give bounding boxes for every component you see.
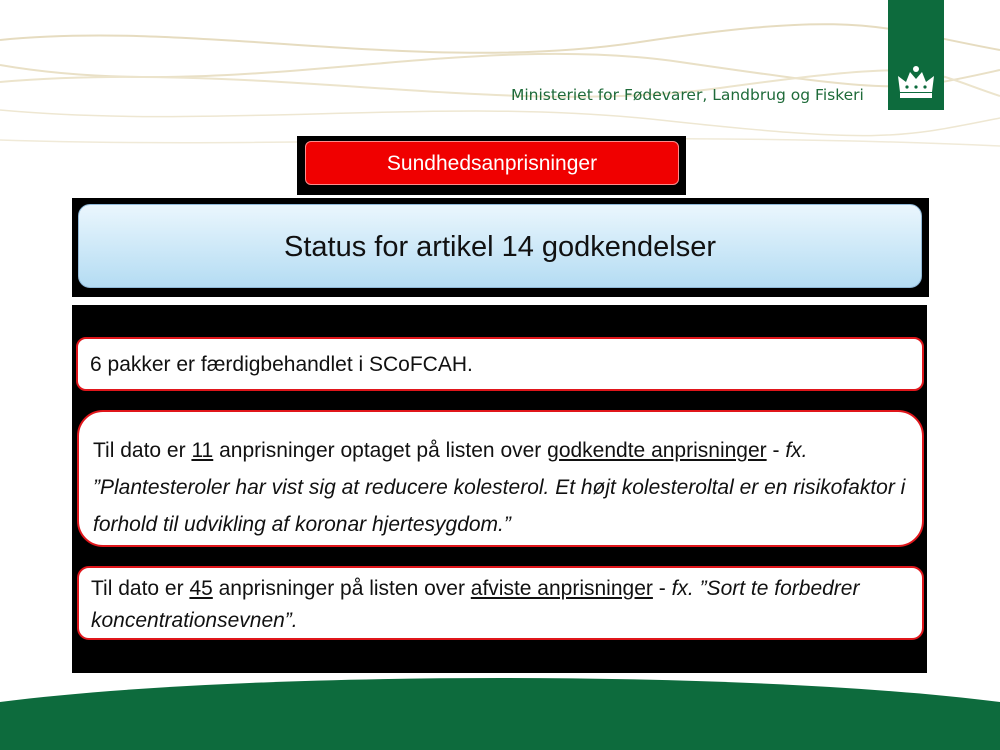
rejected-count: 45 (189, 577, 213, 600)
rejected-claims-box (77, 566, 924, 640)
packages-box (76, 337, 924, 391)
topic-banner (297, 136, 686, 195)
approved-example: fx. ”Plantesteroler har vist sig at reducere kolesterol. Et højt kolesteroltal er en risikofaktor i forhold til udvikling af koronar hjertesygdom.” (93, 439, 906, 536)
rejected-example: fx. ”Sort te forbedrer koncentrationsevnen”. (91, 577, 860, 632)
approved-count: 11 (191, 439, 214, 462)
crown-icon (894, 64, 938, 104)
title-banner (72, 198, 929, 297)
rejected-dash: - (652, 577, 672, 600)
topic-label: Sundhedsanprisninger (305, 141, 679, 185)
approved-prefix: Til dato er (93, 439, 192, 462)
approved-middle: anprisninger optaget på listen over (213, 439, 548, 462)
rejected-prefix: Til dato er (91, 577, 190, 600)
ministry-logo (888, 0, 944, 110)
rejected-claims-link[interactable]: afviste anprisninger (470, 577, 653, 600)
approved-claims-link[interactable]: godkendte anprisninger (547, 439, 767, 462)
approved-dash: - (766, 439, 786, 462)
rejected-middle: anprisninger på listen over (212, 577, 471, 600)
slide-title: Status for artikel 14 godkendelser (78, 204, 922, 288)
approved-claims-box (77, 410, 924, 547)
packages-text: 6 pakker er færdigbehandlet i SCoFCAH. (90, 353, 473, 376)
content-area (72, 305, 927, 673)
ministry-name: Ministeriet for Fødevarer, Landbrug og Fiskeri (511, 86, 864, 104)
footer-green-band (0, 660, 1000, 750)
